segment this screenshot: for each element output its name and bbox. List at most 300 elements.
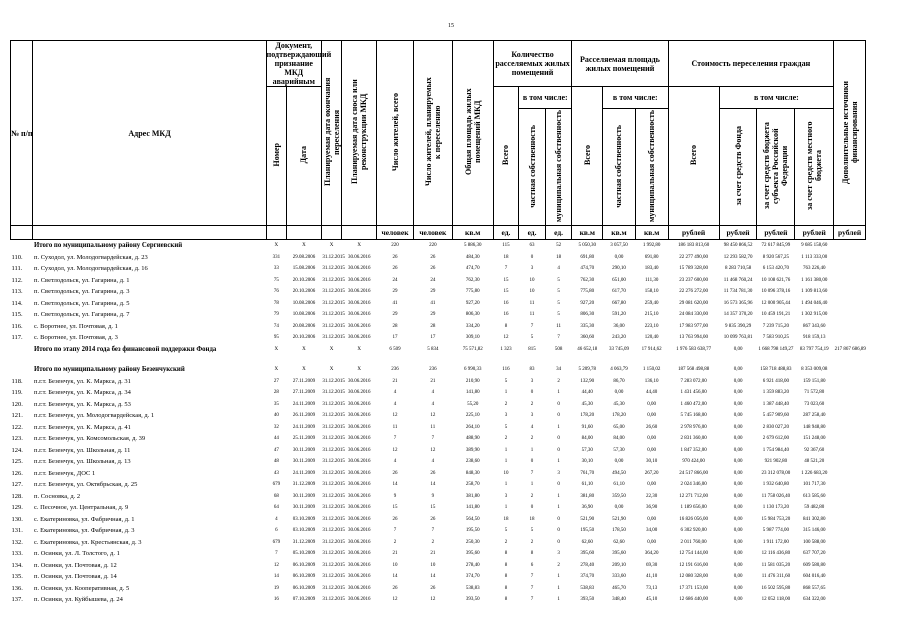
table-cell: 1 bbox=[557, 574, 560, 580]
table-cell: 31.12.2015 bbox=[322, 277, 345, 283]
table-cell: 0,00 bbox=[733, 574, 743, 580]
table-cell: 2 978 976,00 bbox=[680, 424, 707, 430]
table-cell: 30.06.2016 bbox=[347, 378, 371, 384]
table-cell: 389,90 bbox=[465, 447, 480, 453]
table-cell: 12 000 905,44 bbox=[761, 300, 791, 306]
table-cell: 775,80 bbox=[580, 289, 595, 295]
table-cell: 31.12.2015 bbox=[322, 459, 345, 465]
table-cell: 762,30 bbox=[580, 277, 595, 283]
table-cell: 26 bbox=[430, 585, 436, 591]
table-cell: 11 734 781,30 bbox=[723, 289, 753, 295]
table-cell: 2 bbox=[504, 401, 508, 407]
table-cell: X bbox=[357, 243, 362, 249]
table-cell: 74 bbox=[273, 323, 279, 329]
table-cell: X bbox=[302, 367, 306, 373]
table-cell: 3 bbox=[557, 470, 560, 476]
table-cell: 27 bbox=[273, 378, 279, 384]
table-cell: 6 bbox=[275, 528, 278, 534]
row-number: 127. bbox=[11, 481, 23, 489]
table-cell: 0 bbox=[557, 482, 560, 488]
table-cell: 12 bbox=[503, 335, 509, 341]
table-cell: 30.06.2016 bbox=[347, 470, 371, 476]
table-cell: 10 459 191,21 bbox=[761, 312, 791, 318]
table-cell: 115 bbox=[502, 243, 510, 249]
table-cell: 57,30 bbox=[581, 447, 593, 453]
table-cell: 30.06.2016 bbox=[347, 574, 371, 580]
table-cell: 395,60 bbox=[612, 551, 626, 557]
table-cell: 3 bbox=[530, 413, 534, 419]
table-cell: 2 011 760,00 bbox=[680, 539, 707, 545]
table-cell: 591,20 bbox=[612, 312, 626, 318]
table-cell: 24 517 866,00 bbox=[679, 470, 708, 476]
table-cell: 33 bbox=[273, 266, 279, 272]
table-row bbox=[11, 560, 866, 572]
table-cell: 927,20 bbox=[465, 300, 480, 306]
table-cell: 59 482,80 bbox=[804, 505, 825, 511]
row-address: с. Воротнее, ул. Почтовая, д. 3 bbox=[33, 334, 118, 342]
table-cell: 5 987 774,00 bbox=[762, 528, 790, 534]
table-cell: 1 431 456,00 bbox=[680, 390, 707, 396]
table-cell bbox=[834, 456, 866, 468]
table-cell: 364,20 bbox=[644, 551, 659, 557]
table-cell: 8 bbox=[504, 323, 508, 329]
table-cell: 494,50 bbox=[612, 470, 626, 476]
table-cell: 178,50 bbox=[612, 528, 626, 534]
table-cell: 0,00 bbox=[614, 390, 624, 396]
row-number: 119. bbox=[11, 389, 23, 397]
table-cell bbox=[834, 298, 866, 310]
table-cell: 7 bbox=[393, 528, 397, 534]
table-cell: 0 bbox=[557, 436, 560, 442]
table-cell: 5 886,30 bbox=[463, 243, 482, 249]
table-cell: 20.08.2006 bbox=[292, 323, 316, 329]
header-cost-total: Всего bbox=[689, 145, 699, 165]
row-number: 125. bbox=[11, 458, 23, 466]
table-cell: 83 bbox=[529, 367, 535, 373]
table-cell: 195,50 bbox=[580, 528, 595, 534]
total-row bbox=[11, 240, 866, 252]
table-cell: 4 063,79 bbox=[610, 367, 628, 373]
table-cell: 10 bbox=[392, 562, 398, 568]
table-cell: 488,90 bbox=[465, 436, 480, 442]
table-cell: 10 bbox=[529, 277, 535, 283]
table-cell: 395,60 bbox=[465, 551, 480, 557]
table-cell: 31.12.2015 bbox=[322, 493, 345, 499]
row-number bbox=[11, 240, 33, 252]
unit-cell: рублей bbox=[834, 226, 866, 240]
table-cell: 0,00 bbox=[733, 597, 743, 603]
table-cell: 374,70 bbox=[465, 574, 480, 580]
table-cell: 17 bbox=[392, 335, 398, 341]
table-cell: 30.06.2016 bbox=[347, 277, 371, 283]
table-cell: 14 bbox=[392, 574, 398, 580]
table-cell: 28 bbox=[273, 390, 279, 396]
table-cell: 75 571,82 bbox=[462, 346, 483, 352]
table-cell: 8 bbox=[504, 585, 508, 591]
table-cell: 0,00 bbox=[733, 459, 743, 465]
table-cell: 0 bbox=[557, 447, 560, 453]
unit-cell: кв.м bbox=[452, 226, 493, 240]
table-cell: 309,10 bbox=[465, 335, 480, 341]
table-cell: 28 bbox=[430, 323, 436, 329]
table-cell: 136,10 bbox=[644, 378, 659, 384]
table-cell: 34,00 bbox=[646, 528, 658, 534]
row-number: 113. bbox=[11, 288, 23, 296]
row-address: п.г.т. Безенчук, ДОС 1 bbox=[33, 469, 96, 477]
table-cell: 474,70 bbox=[580, 266, 595, 272]
table-cell: 48 bbox=[273, 459, 279, 465]
table-cell: 159 151,80 bbox=[802, 378, 826, 384]
table-cell: 31.12.2015 bbox=[322, 323, 345, 329]
table-row bbox=[11, 525, 866, 537]
table-cell: 12 271 712,00 bbox=[679, 493, 708, 499]
table-cell: 17 983 977,00 bbox=[679, 323, 708, 329]
table-cell: 15 bbox=[392, 505, 398, 511]
table-cell: 7 283 072,00 bbox=[680, 378, 707, 384]
table-cell: 83 797 754,19 bbox=[799, 346, 829, 352]
table-cell: 0 bbox=[557, 516, 560, 522]
table-cell: 7 bbox=[530, 585, 534, 591]
table-row bbox=[11, 376, 866, 388]
table-cell: 62,60 bbox=[581, 539, 593, 545]
table-cell: 20.10.2006 bbox=[292, 277, 316, 283]
table-cell: X bbox=[302, 346, 306, 352]
table-cell: 16 502 595,80 bbox=[761, 585, 791, 591]
table-cell: 34 bbox=[556, 367, 562, 373]
table-cell: 381,80 bbox=[580, 493, 595, 499]
table-cell: 8 bbox=[504, 597, 508, 603]
table-cell: 6 990,33 bbox=[463, 367, 482, 373]
table-cell: 31.12.2015 bbox=[322, 516, 345, 522]
table-cell: X bbox=[302, 243, 306, 249]
table-cell: 287 258,40 bbox=[802, 413, 826, 419]
header-planned-demolition: Планируемая дата сноса или реконструкции МКД bbox=[350, 79, 369, 185]
table-cell: 91,60 bbox=[581, 424, 593, 430]
table-cell: 0 bbox=[530, 254, 534, 260]
table-cell: 6 302 920,00 bbox=[680, 528, 707, 534]
table-row bbox=[11, 583, 866, 595]
table-cell: 0,00 bbox=[733, 367, 743, 373]
table-cell bbox=[834, 479, 866, 491]
table-cell: 3 057,50 bbox=[610, 243, 628, 249]
table-cell: 8 283 710,58 bbox=[724, 266, 752, 272]
table-cell: 46 652,18 bbox=[577, 346, 598, 352]
row-address: п.г.т. Безенчук, ул. Школьная, д. 11 bbox=[33, 446, 131, 454]
table-cell: 07.10.2009 bbox=[292, 597, 316, 603]
table-cell: 26 bbox=[392, 254, 398, 260]
table-cell: 8 353 009,08 bbox=[801, 367, 828, 373]
header-cost-fund: за счет средств Фонда bbox=[733, 126, 743, 206]
page-number: 15 bbox=[448, 23, 454, 29]
table-cell: 12 bbox=[273, 562, 279, 568]
table-cell: 4 bbox=[431, 459, 435, 465]
table-row bbox=[11, 468, 866, 480]
table-cell bbox=[834, 594, 866, 606]
table-cell: 158,10 bbox=[644, 289, 659, 295]
header-cost-incl: в том числе: bbox=[719, 87, 834, 109]
row-address: п. Осинки, ул. Куйбышева, д. 24 bbox=[33, 596, 123, 604]
table-cell: 31.12.2015 bbox=[322, 505, 345, 511]
table-cell: 0,00 bbox=[733, 424, 743, 430]
table-cell: 1 bbox=[557, 424, 560, 430]
table-cell: 31.12.2015 bbox=[322, 585, 345, 591]
table-cell: 11 468 760,24 bbox=[723, 277, 753, 283]
row-number: 130. bbox=[11, 515, 23, 523]
table-cell: 0 bbox=[557, 401, 560, 407]
table-cell: 92 367,60 bbox=[804, 447, 825, 453]
table-cell: 0,00 bbox=[733, 436, 743, 442]
table-cell: 30.11.2009 bbox=[292, 447, 316, 453]
table-cell: 7 bbox=[530, 470, 534, 476]
table-cell: 0,00 bbox=[733, 505, 743, 511]
row-address: п.г.т. Безенчук, ул. Молодогвардейская, д. 1 bbox=[33, 412, 155, 420]
table-cell: 841 302,80 bbox=[802, 516, 826, 522]
table-cell: 22 277 490,00 bbox=[679, 254, 708, 260]
table-cell: 1 bbox=[557, 597, 560, 603]
header-address: Адрес МКД bbox=[33, 41, 266, 226]
table-cell: 564,50 bbox=[465, 516, 480, 522]
table-cell: 30.06.2016 bbox=[347, 585, 371, 591]
table-cell: 5 bbox=[530, 528, 534, 534]
table-cell: 30,10 bbox=[646, 459, 658, 465]
table-cell: 19 bbox=[273, 585, 279, 591]
table-cell: 31.12.2015 bbox=[322, 436, 345, 442]
table-cell: 22 276 272,00 bbox=[679, 289, 708, 295]
row-number: 118. bbox=[11, 377, 23, 385]
row-number: 117. bbox=[11, 334, 23, 342]
table-cell bbox=[834, 332, 866, 344]
table-cell: 267,20 bbox=[644, 470, 659, 476]
table-cell: 867 343,60 bbox=[802, 323, 826, 329]
table-cell: 12 bbox=[430, 597, 436, 603]
table-row bbox=[11, 456, 866, 468]
table-cell: 1 226 683,20 bbox=[801, 470, 828, 476]
table-cell: 0 bbox=[557, 539, 560, 545]
row-number: 129. bbox=[11, 504, 23, 512]
table-cell: 10.08.2006 bbox=[292, 312, 316, 318]
table-cell: 5 bbox=[557, 300, 560, 306]
header-qty-incl: в том числе: bbox=[519, 87, 572, 109]
row-address: п. Светлодольск, ул. Гагарина, д. 3 bbox=[33, 288, 130, 296]
table-cell: 220 bbox=[391, 243, 399, 249]
table-cell: 1 911 172,00 bbox=[762, 539, 789, 545]
header-qty-total: Всего bbox=[501, 145, 511, 165]
table-cell: 1 bbox=[504, 482, 508, 488]
total-row bbox=[11, 344, 866, 356]
table-cell: 1 bbox=[557, 459, 560, 465]
table-cell bbox=[834, 571, 866, 583]
table-cell: 538,83 bbox=[580, 585, 595, 591]
table-cell: 1 323 bbox=[500, 346, 512, 352]
table-cell: 5 050,30 bbox=[578, 243, 596, 249]
table-cell: 30.06.2016 bbox=[347, 335, 371, 341]
unit-cell: кв.м bbox=[603, 226, 636, 240]
table-cell: 217 867 686,89 bbox=[834, 346, 866, 352]
table-cell: 11 476 311,60 bbox=[761, 574, 791, 580]
table-cell: 16 826 056,00 bbox=[679, 516, 708, 522]
table-row bbox=[11, 275, 866, 287]
table-cell: 0,00 bbox=[733, 551, 743, 557]
table-cell: 1 bbox=[557, 493, 560, 499]
table-cell: 315 146,00 bbox=[802, 528, 826, 534]
table-cell: 26 bbox=[430, 470, 436, 476]
table-cell: 7 bbox=[530, 574, 534, 580]
table-cell: 1 113 333,00 bbox=[801, 254, 828, 260]
table-cell: 1 bbox=[504, 505, 508, 511]
table-cell: 30.06.2016 bbox=[347, 436, 371, 442]
table-cell: 806,30 bbox=[465, 312, 480, 318]
table-cell: 26 bbox=[430, 266, 436, 272]
table-cell: 0 bbox=[557, 413, 560, 419]
table-cell: 1 bbox=[557, 390, 560, 396]
table-row bbox=[11, 298, 866, 310]
row-number: 115. bbox=[11, 311, 23, 319]
table-cell: 187 568 498,88 bbox=[677, 367, 710, 373]
table-cell bbox=[834, 502, 866, 514]
table-cell: 508 bbox=[554, 346, 563, 352]
table-cell: 26,60 bbox=[646, 424, 658, 430]
table-cell: 2 bbox=[530, 436, 534, 442]
table-cell: 775,80 bbox=[465, 289, 480, 295]
table-cell: 30.11.2009 bbox=[292, 505, 316, 511]
row-number: 114. bbox=[11, 299, 23, 307]
table-row bbox=[11, 514, 866, 526]
row-number bbox=[11, 344, 33, 356]
header-qty-municipal: муниципальная собственность bbox=[554, 109, 564, 223]
table-row bbox=[11, 594, 866, 606]
table-cell: 12 bbox=[430, 413, 436, 419]
row-address: п. Светлодольск, ул. Гагарина, д. 5 bbox=[33, 299, 130, 307]
table-cell: 101 717,30 bbox=[802, 482, 826, 488]
unit-cell: рублей bbox=[668, 226, 719, 240]
table-cell: 84,00 bbox=[581, 436, 593, 442]
table-cell: 45,30 bbox=[581, 401, 593, 407]
unit-cell: ед. bbox=[493, 226, 519, 240]
table-cell bbox=[834, 410, 866, 422]
table-cell: 1 359 883,20 bbox=[762, 390, 790, 396]
table-cell bbox=[834, 560, 866, 572]
table-cell: 921 902,80 bbox=[764, 459, 788, 465]
table-cell: 69,30 bbox=[646, 562, 658, 568]
row-number: 136. bbox=[11, 584, 23, 592]
table-cell: 12 052 118,00 bbox=[761, 597, 791, 603]
table-row bbox=[11, 445, 866, 457]
table-cell: 0,00 bbox=[733, 447, 743, 453]
table-cell: 381,80 bbox=[465, 493, 480, 499]
table-cell: 209,10 bbox=[612, 562, 626, 568]
table-cell: 31.12.2015 bbox=[322, 401, 345, 407]
table-cell: 1 847 352,00 bbox=[680, 447, 707, 453]
table-body bbox=[11, 240, 866, 606]
table-cell: 35 bbox=[273, 401, 279, 407]
table-cell: 30.06.2016 bbox=[347, 459, 371, 465]
table-cell: 4 bbox=[393, 401, 397, 407]
table-cell: 4 bbox=[393, 390, 397, 396]
row-number: 135. bbox=[11, 573, 23, 581]
table-cell: 360,60 bbox=[580, 335, 595, 341]
table-cell: 521,90 bbox=[612, 516, 626, 522]
table-cell: 31.12.2015 bbox=[322, 424, 345, 430]
table-cell: 15 bbox=[503, 289, 509, 295]
table-cell: 1 932 640,80 bbox=[762, 482, 790, 488]
row-address: п.г.т. Безенчук, ул. Школьная, д. 13 bbox=[33, 458, 131, 466]
row-address: п.г.т. Безенчук, ул. К. Маркса, д. 34 bbox=[33, 389, 131, 397]
table-cell: 31.12.2015 bbox=[322, 551, 345, 557]
table-cell: 55,20 bbox=[467, 401, 479, 407]
table-cell: 5 bbox=[504, 528, 508, 534]
table-cell: 30.06.2016 bbox=[347, 424, 371, 430]
table-cell: 691,80 bbox=[580, 254, 595, 260]
table-cell: 11 bbox=[430, 424, 436, 430]
row-number: 122. bbox=[11, 423, 23, 431]
table-cell: 31.12.2015 bbox=[322, 378, 345, 384]
header-qty-group: Количество расселяемых жилых помещений bbox=[493, 41, 572, 87]
table-row bbox=[11, 410, 866, 422]
table-cell: 761,70 bbox=[580, 470, 595, 476]
table-cell: 15 bbox=[503, 277, 509, 283]
table-cell: 16 573 365,96 bbox=[723, 300, 753, 306]
row-number: 137. bbox=[11, 596, 23, 604]
table-cell: 1 668 798 149,27 bbox=[758, 346, 794, 352]
table-cell: 1 161 380,00 bbox=[801, 277, 828, 283]
table-cell: 16 bbox=[503, 312, 509, 318]
table-cell: 215,10 bbox=[644, 312, 659, 318]
table-cell: 25.11.2009 bbox=[292, 436, 316, 442]
table-cell bbox=[834, 321, 866, 333]
table-cell: 335,30 bbox=[580, 323, 595, 329]
table-cell: 30.06.2016 bbox=[347, 528, 371, 534]
table-cell: 5 bbox=[504, 378, 508, 384]
row-address: с. Екатериновка, ул. Фабричная, д. 3 bbox=[33, 527, 135, 535]
table-cell: 6 509 bbox=[389, 346, 401, 352]
table-cell: 0,00 bbox=[733, 378, 743, 384]
header-doc-date: Дата bbox=[299, 146, 309, 164]
table-cell: 120,40 bbox=[644, 335, 659, 341]
table-cell: 691,80 bbox=[644, 254, 659, 260]
table-cell: 15 bbox=[430, 505, 436, 511]
table-cell: 30.06.2016 bbox=[347, 597, 371, 603]
table-cell: 3 bbox=[504, 413, 508, 419]
row-address: п. Светлодольск, ул. Гагарина, д. 1 bbox=[33, 276, 130, 284]
table-cell bbox=[834, 263, 866, 275]
table-cell: 2 bbox=[557, 562, 560, 568]
table-cell: 0,00 bbox=[733, 482, 743, 488]
table-cell: 5 bbox=[557, 312, 560, 318]
row-address: Итого по этапу 2014 года без финансовой поддержки Фонда bbox=[33, 345, 217, 353]
table-cell: 10 bbox=[529, 289, 535, 295]
table-cell: 11 bbox=[556, 323, 562, 329]
row-address: п. Светлодольск, ул. Гагарина, д. 7 bbox=[33, 311, 130, 319]
table-cell: 31.12.2015 bbox=[322, 528, 345, 534]
table-cell: 26 bbox=[430, 516, 436, 522]
row-address: п. Сосновка, д. 2 bbox=[33, 492, 81, 500]
table-cell: 30.06.2016 bbox=[347, 516, 371, 522]
table-cell: 41 bbox=[392, 300, 398, 306]
table-cell: 395,60 bbox=[580, 551, 595, 557]
table-cell: 84,00 bbox=[613, 436, 625, 442]
table-cell: 0,00 bbox=[733, 401, 743, 407]
row-address: п.г.т. Безенчук, ул. К. Маркса, д. 41 bbox=[33, 423, 131, 431]
table-cell: 290,10 bbox=[612, 266, 626, 272]
row-address: п. Осинки, ул. Почтовая, д. 14 bbox=[33, 573, 117, 581]
table-cell: 30.06.2016 bbox=[347, 401, 371, 407]
table-row bbox=[11, 433, 866, 445]
table-cell: 3 bbox=[530, 266, 534, 272]
table-cell bbox=[834, 286, 866, 298]
table-cell: 21 bbox=[392, 378, 398, 384]
row-address: п. Суходол, ул. Молодогвардейская, д. 23 bbox=[33, 253, 148, 261]
table-cell: 538,83 bbox=[465, 585, 480, 591]
